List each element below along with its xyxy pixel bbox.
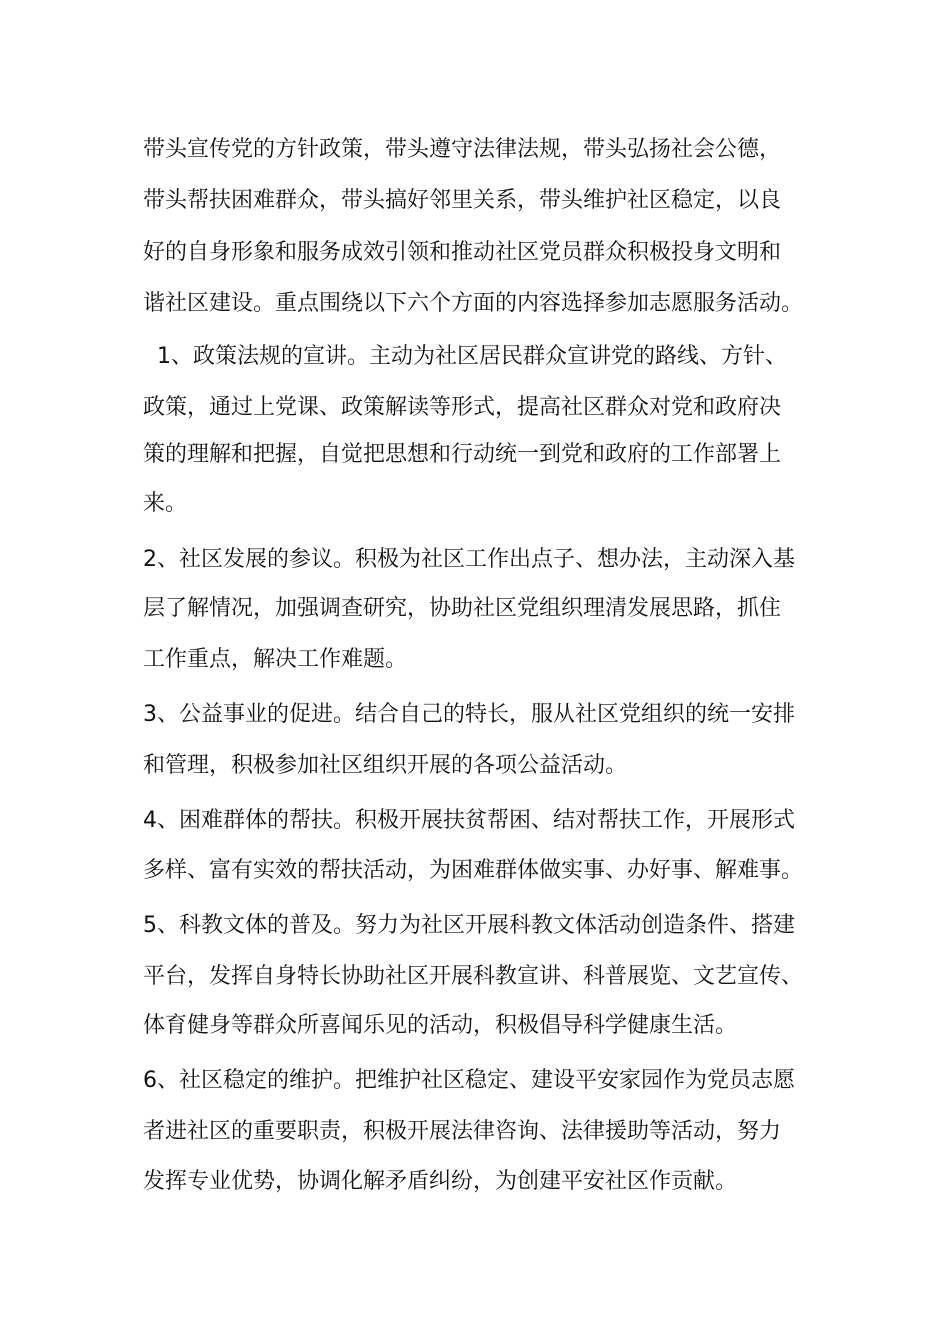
paragraph-line: 5、科教文体的普及。努力为社区开展科教文体活动创造条件、搭建 — [143, 913, 795, 938]
paragraph-line: 平台，发挥自身特长协助社区开展科教宣讲、科普展览、文艺宣传、 — [143, 964, 804, 989]
paragraph-line: 6、社区稳定的维护。把维护社区稳定、建设平安家园作为党员志愿 — [143, 1068, 795, 1093]
paragraph-line: 工作重点，解决工作难题。 — [143, 647, 408, 672]
paragraph-line: 发挥专业优势，协调化解矛盾纠纷，为创建平安社区作贡献。 — [143, 1169, 738, 1194]
paragraph-line: 来。 — [143, 491, 188, 516]
paragraph-line: 者进社区的重要职责，积极开展法律咨询、法律援助等活动，努力 — [143, 1119, 782, 1144]
paragraph-line: 带头宣传党的方针政策，带头遵守法律法规，带头弘扬社会公德， — [143, 137, 782, 162]
paragraph-line: 多样、富有实效的帮扶活动，为困难群体做实事、办好事、解难事。 — [143, 858, 804, 883]
paragraph-line: 和管理，积极参加社区组织开展的各项公益活动。 — [143, 753, 628, 778]
paragraph-line: 体育健身等群众所喜闻乐见的活动，积极倡导科学健康生活。 — [143, 1013, 738, 1038]
paragraph-line: 4、困难群体的帮扶。积极开展扶贫帮困、结对帮扶工作，开展形式 — [143, 808, 795, 833]
paragraph-line: 好的自身形象和服务成效引领和推动社区党员群众积极投身文明和 — [143, 240, 782, 265]
paragraph-line: 1、政策法规的宣讲。主动为社区居民群众宣讲党的路线、方针、 — [143, 344, 787, 369]
paragraph-line: 带头帮扶困难群众，带头搞好邻里关系，带头维护社区稳定，以良 — [143, 188, 782, 213]
paragraph-line: 层了解情况，加强调查研究，协助社区党组织理清发展思路，抓住 — [143, 596, 782, 621]
paragraph-line: 谐社区建设。重点围绕以下六个方面的内容选择参加志愿服务活动。 — [143, 291, 804, 316]
paragraph-line: 3、公益事业的促进。结合自己的特长，服从社区党组织的统一安排 — [143, 702, 795, 727]
paragraph-line: 政策，通过上党课、政策解读等形式，提高社区群众对党和政府决 — [143, 395, 782, 420]
paragraph-line: 策的理解和把握，自觉把思想和行动统一到党和政府的工作部署上 — [143, 442, 782, 467]
paragraph-line: 2、社区发展的参议。积极为社区工作出点子、想办法，主动深入基 — [143, 547, 795, 572]
